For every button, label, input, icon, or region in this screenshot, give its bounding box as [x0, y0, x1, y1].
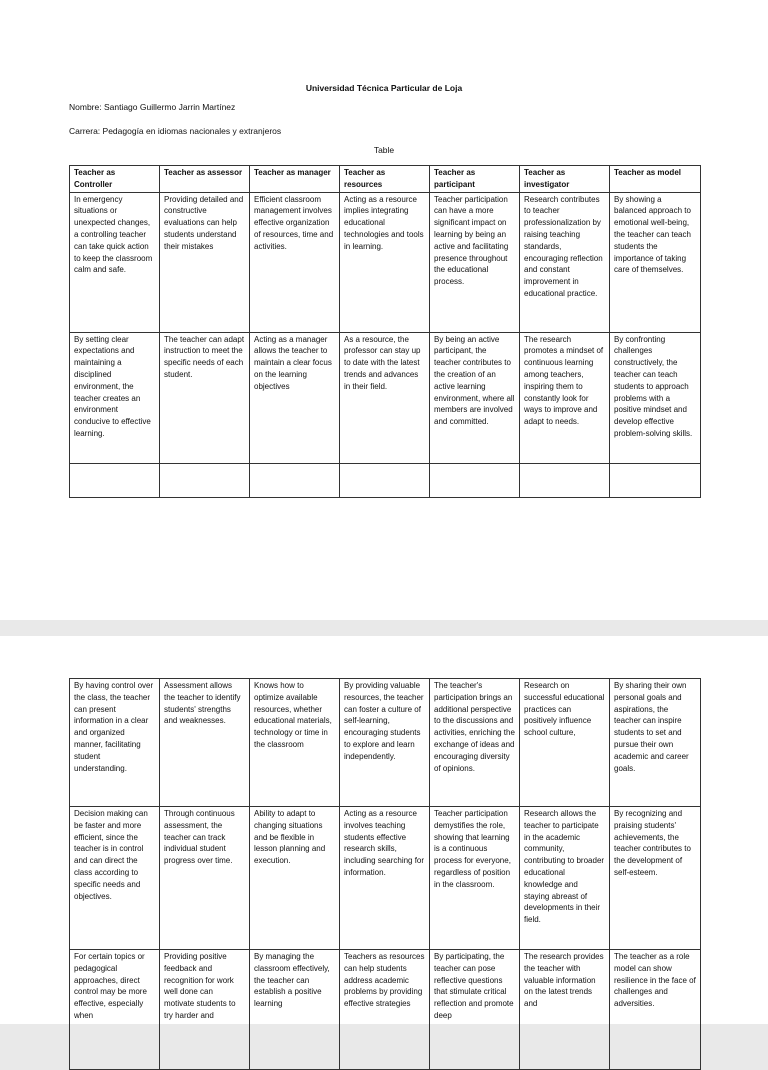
table-row — [70, 679, 701, 807]
table-cell — [250, 463, 340, 497]
table-cell: The teacher's participation brings an additional perspective to the discussions and activities, enriching the exchange of ideas and encouraging diversity of opinions. — [430, 679, 520, 807]
table-cell: The teacher can adapt instruction to meet the specific needs of each student. — [160, 332, 250, 463]
university-title: Universidad Técnica Particular de Loja — [305, 83, 463, 93]
table-cell: By recognizing and praising students' achievements, the teacher contributes to the development of self-esteem. — [610, 807, 701, 950]
table-cell — [430, 463, 520, 497]
table-cell: Teacher participation can have a more significant impact on learning by being an active and facilitating presence throughout the educational process. — [430, 192, 520, 332]
table-cell — [160, 463, 250, 497]
table-cell — [610, 463, 701, 497]
table-cell — [340, 463, 430, 497]
header-cell: Teacher as assessor — [160, 166, 250, 193]
table-row — [70, 950, 701, 1070]
table-cell: Decision making can be faster and more efficient, since the teacher is in control and can direct the class according to specific needs and objectives. — [70, 807, 160, 950]
table-cell: By managing the classroom effectively, the teacher can establish a positive learning — [250, 950, 340, 1070]
table-caption: Table — [373, 145, 395, 155]
table-cell: By participating, the teacher can pose reflective questions that stimulate critical reflection and promote deep — [430, 950, 520, 1070]
career-line: Carrera: Pedagogía en idiomas nacionales y extranjeros — [69, 126, 282, 136]
table-cell: Acting as a manager allows the teacher to maintain a clear focus on the learning objectives — [250, 332, 340, 463]
teacher-roles-table-continued — [69, 678, 701, 1070]
table-cell: By sharing their own personal goals and aspirations, the teacher can inspire students to set and pursue their own academic and career goals. — [610, 679, 701, 807]
table-cell: Providing positive feedback and recognition for work well done can motivate students to try harder and — [160, 950, 250, 1070]
table-cell: As a resource, the professor can stay up to date with the latest trends and advances in their field. — [340, 332, 430, 463]
header-row — [70, 166, 701, 193]
document-page-2 — [0, 636, 768, 1024]
table-cell: Research allows the teacher to participate in the academic community, contributing to broader educational knowledge and staying abreast of developments in their field. — [520, 807, 610, 950]
table-row — [70, 807, 701, 950]
table-row — [70, 332, 701, 463]
table-cell: By providing valuable resources, the teacher can foster a culture of self-learning, encouraging students to explore and learn independently. — [340, 679, 430, 807]
table-cell: By setting clear expectations and maintaining a disciplined environment, the teacher creates an environment conducive to effective learning. — [70, 332, 160, 463]
table-row — [70, 463, 701, 497]
table-cell: Assessment allows the teacher to identify students' strengths and weaknesses. — [160, 679, 250, 807]
table-cell: Research contributes to teacher professionalization by raising teaching standards, encouraging reflection and constant improvement in educational practice. — [520, 192, 610, 332]
header-cell: Teacher as model — [610, 166, 701, 193]
header-cell: Teacher as resources — [340, 166, 430, 193]
table-cell: The teacher as a role model can show resilience in the face of challenges and adversities. — [610, 950, 701, 1070]
table-cell: For certain topics or pedagogical approaches, direct control may be more effective, especially when — [70, 950, 160, 1070]
table-cell: Ability to adapt to changing situations and be flexible in lesson planning and execution. — [250, 807, 340, 950]
header-cell: Teacher as investigator — [520, 166, 610, 193]
table-cell: The research promotes a mindset of continuous learning among teachers, inspiring them to constantly look for ways to improve and adapt to needs. — [520, 332, 610, 463]
table-cell: By being an active participant, the teacher contributes to the creation of an active learning environment, where all members are involved and committed. — [430, 332, 520, 463]
header-cell: Teacher as participant — [430, 166, 520, 193]
teacher-roles-table — [69, 165, 701, 498]
table-cell — [70, 463, 160, 497]
student-name-line: Nombre: Santiago Guillermo Jarrin Martínez — [69, 102, 236, 112]
table-cell: Teacher participation demystifies the role, showing that learning is a continuous process for everyone, regardless of position in the classroom. — [430, 807, 520, 950]
table-cell: By having control over the class, the teacher can present information in a clear and organized manner, facilitating student understanding. — [70, 679, 160, 807]
table-cell — [520, 463, 610, 497]
table-cell: The research provides the teacher with valuable information on the latest trends and — [520, 950, 610, 1070]
table-cell: Acting as a resource involves teaching students effective research skills, including searching for information. — [340, 807, 430, 950]
table-cell: Knows how to optimize available resources, whether educational materials, technology or time in the classroom — [250, 679, 340, 807]
table-cell: By confronting challenges constructively, the teacher can teach students to approach problems with a positive mindset and develop effective problem-solving skills. — [610, 332, 701, 463]
header-cell: Teacher as Controller — [70, 166, 160, 193]
table-cell: Teachers as resources can help students address academic problems by providing effective strategies — [340, 950, 430, 1070]
table-cell: Through continuous assessment, the teacher can track individual student progress over time. — [160, 807, 250, 950]
table-cell: Providing detailed and constructive evaluations can help students understand their mistakes — [160, 192, 250, 332]
table-cell: By showing a balanced approach to emotional well-being, the teacher can teach students the importance of taking care of themselves. — [610, 192, 701, 332]
table-row — [70, 192, 701, 332]
table-cell: In emergency situations or unexpected changes, a controlling teacher can take quick action to keep the classroom calm and safe. — [70, 192, 160, 332]
table-cell: Efficient classroom management involves effective organization of resources, time and activities. — [250, 192, 340, 332]
table-cell: Acting as a resource implies integrating educational technologies and tools in learning. — [340, 192, 430, 332]
header-cell: Teacher as manager — [250, 166, 340, 193]
table-cell: Research on successful educational practices can positively influence school culture, — [520, 679, 610, 807]
